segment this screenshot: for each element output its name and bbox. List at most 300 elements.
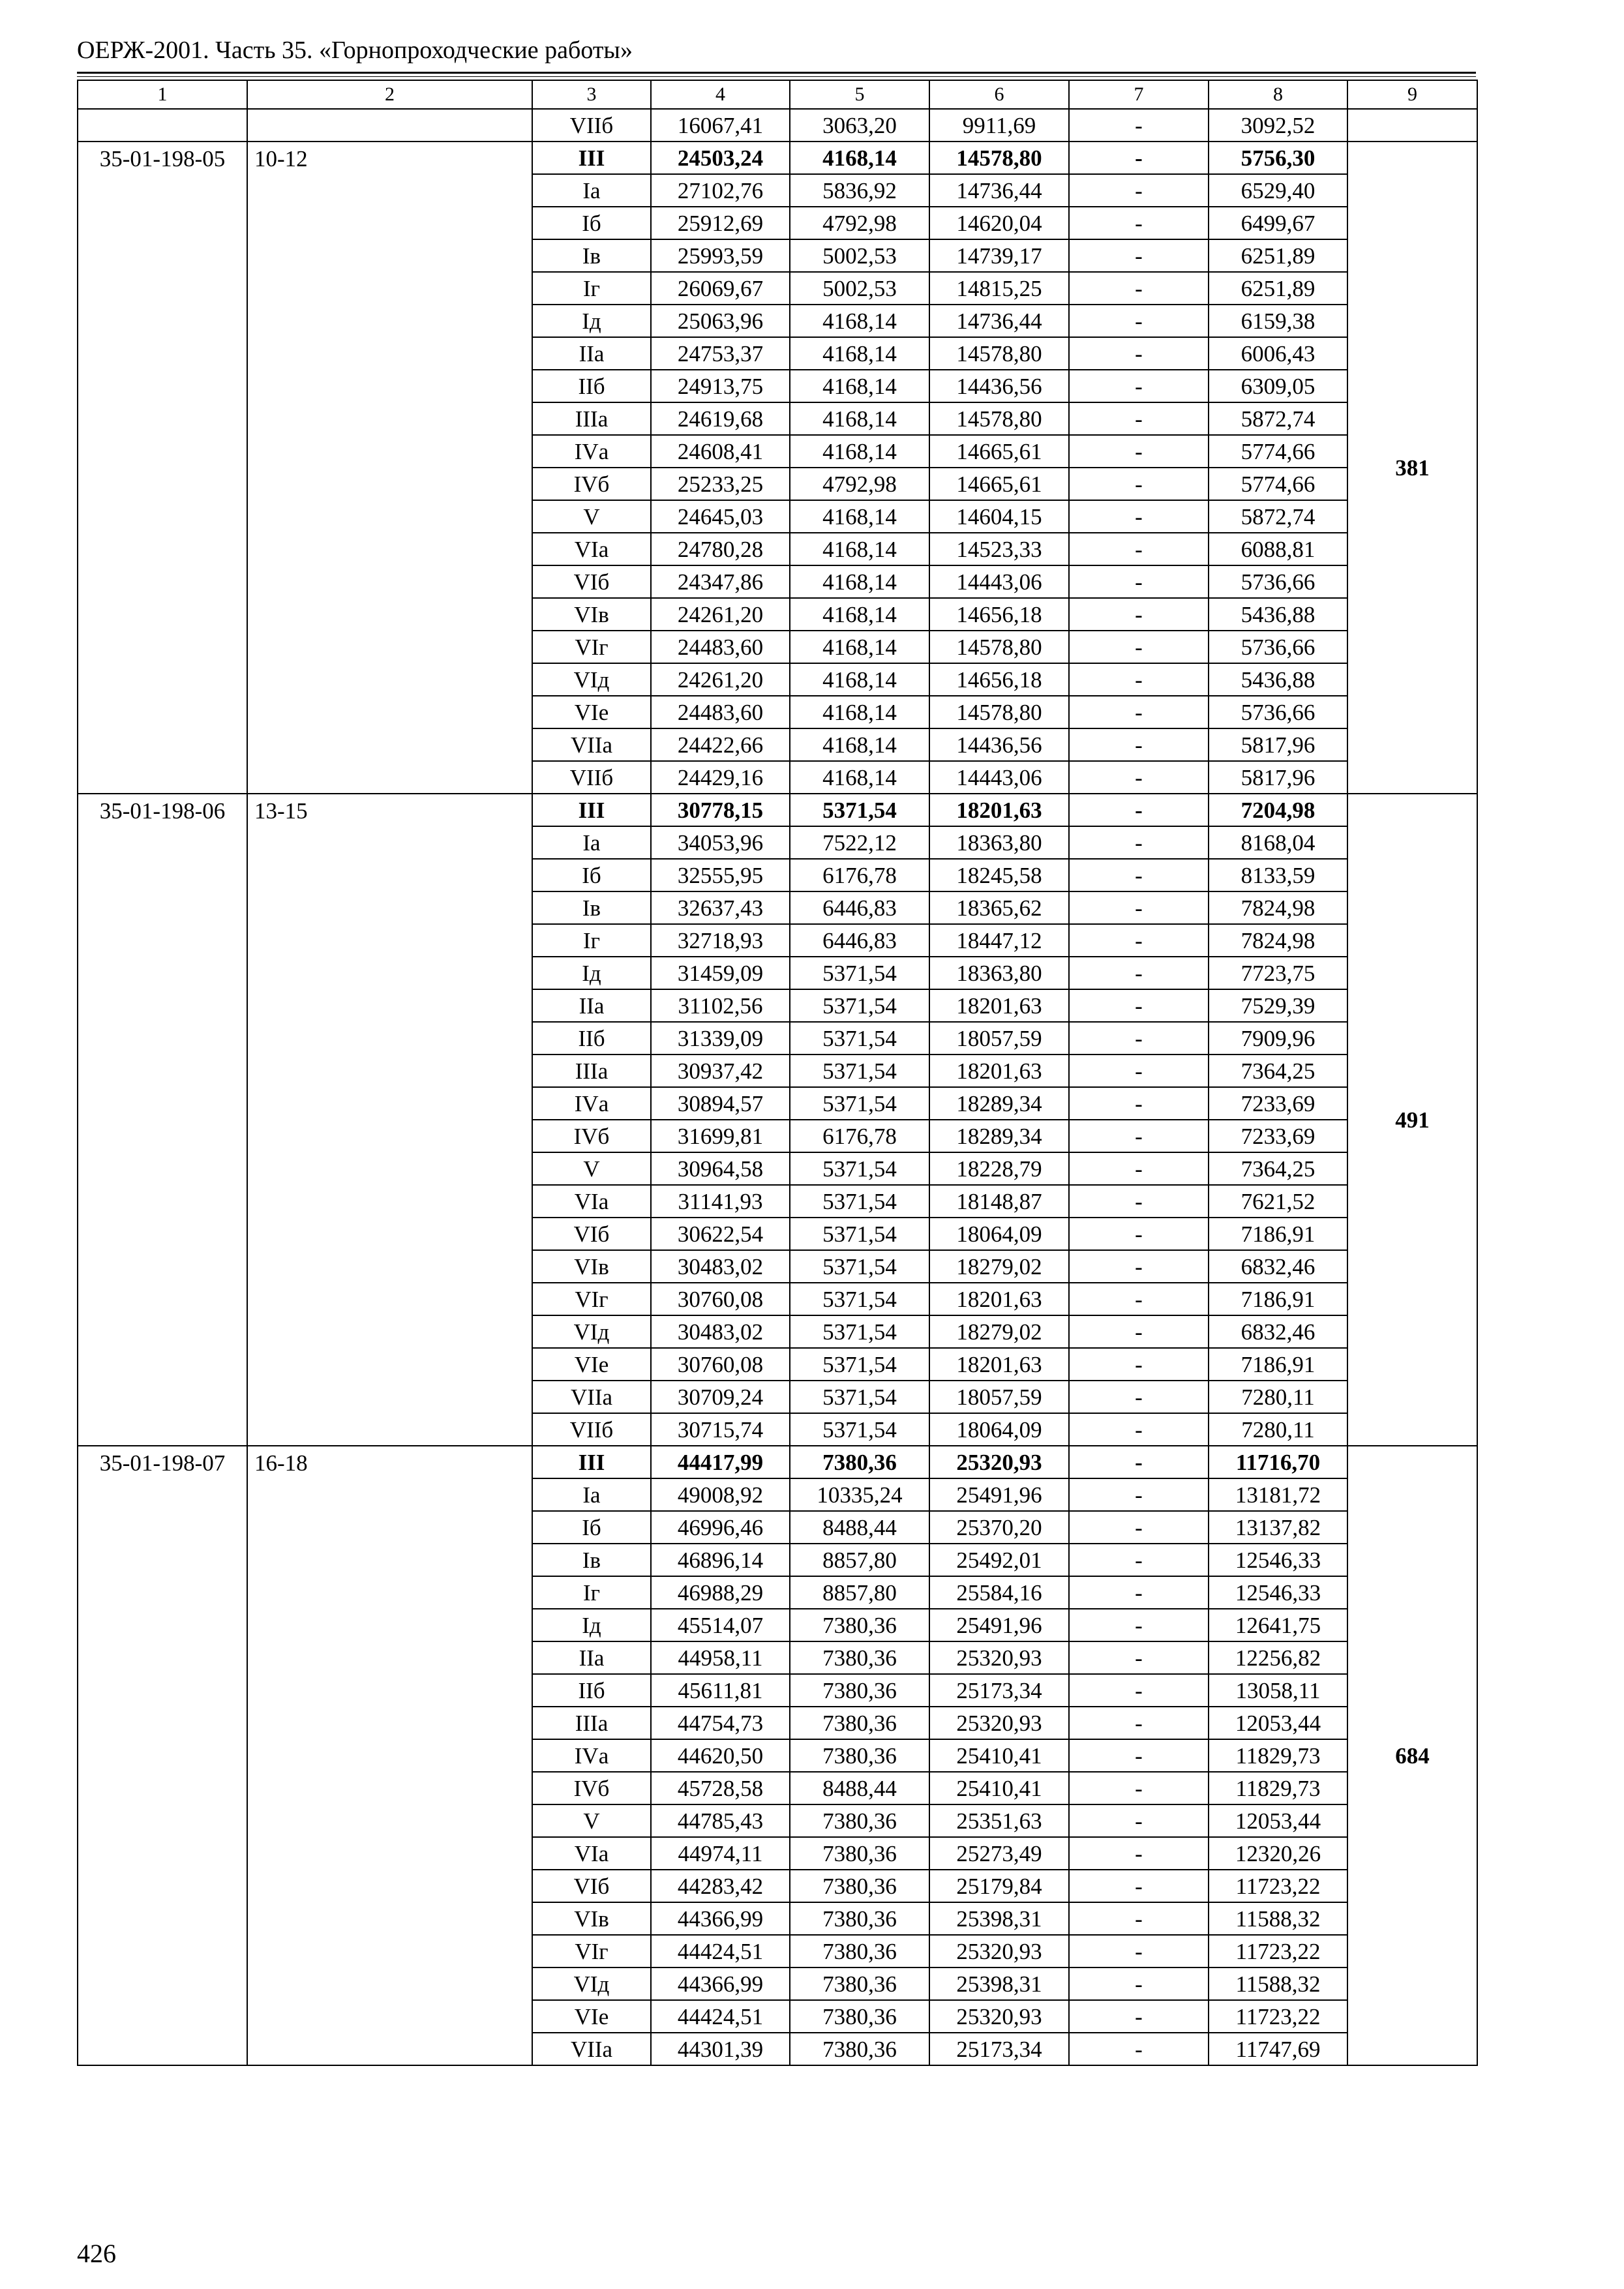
value-cell: 5736,66: [1209, 696, 1347, 728]
value-cell: 18148,87: [929, 1185, 1069, 1218]
value-cell: -: [1069, 1609, 1209, 1641]
value-cell: 25320,93: [929, 1446, 1069, 1478]
value-cell: -: [1069, 1544, 1209, 1576]
zone-cell: IIа: [532, 989, 651, 1022]
value-cell: 25370,20: [929, 1511, 1069, 1544]
rate-code: 35-01-198-05: [78, 142, 247, 794]
value-cell: 13058,11: [1209, 1674, 1347, 1707]
value-cell: 5371,54: [790, 1055, 929, 1087]
rate-range: 10-12: [247, 142, 532, 794]
value-cell: 44366,99: [651, 1967, 790, 2000]
zone-cell: VIIа: [532, 2033, 651, 2065]
value-cell: -: [1069, 1837, 1209, 1870]
zone-cell: V: [532, 500, 651, 533]
value-cell: 12320,26: [1209, 1837, 1347, 1870]
value-cell: -: [1069, 761, 1209, 794]
value-cell: 30760,08: [651, 1348, 790, 1381]
zone-cell: Iв: [532, 1544, 651, 1576]
value-cell: -: [1069, 2000, 1209, 2033]
column-header: 3: [532, 80, 651, 109]
value-cell: 12053,44: [1209, 1804, 1347, 1837]
value-cell: 6832,46: [1209, 1315, 1347, 1348]
value-cell: -: [1069, 891, 1209, 924]
zone-cell: VIв: [532, 598, 651, 631]
zone-cell: Iд: [532, 957, 651, 989]
value-cell: 6446,83: [790, 891, 929, 924]
value-cell: 24780,28: [651, 533, 790, 565]
value-cell: 5756,30: [1209, 142, 1347, 174]
value-cell: -: [1069, 1087, 1209, 1120]
value-cell: 14443,06: [929, 565, 1069, 598]
zone-cell: VIа: [532, 1837, 651, 1870]
value-cell: -: [1069, 1120, 1209, 1152]
value-cell: 18201,63: [929, 989, 1069, 1022]
value-cell: 30709,24: [651, 1381, 790, 1413]
value-cell: 25173,34: [929, 1674, 1069, 1707]
value-cell: 30937,42: [651, 1055, 790, 1087]
value-cell: 12053,44: [1209, 1707, 1347, 1739]
value-cell: 6529,40: [1209, 174, 1347, 207]
zone-cell: VIе: [532, 2000, 651, 2033]
value-cell: -: [1069, 239, 1209, 272]
zone-cell: VIе: [532, 1348, 651, 1381]
value-cell: 30964,58: [651, 1152, 790, 1185]
value-cell: 7380,36: [790, 1967, 929, 2000]
value-cell: 7380,36: [790, 1707, 929, 1739]
value-cell: 45611,81: [651, 1674, 790, 1707]
column-header: 9: [1347, 80, 1477, 109]
value-cell: 14736,44: [929, 305, 1069, 337]
zone-cell: VIг: [532, 1935, 651, 1967]
value-cell: 14739,17: [929, 239, 1069, 272]
value-cell: 5872,74: [1209, 402, 1347, 435]
value-cell: 7380,36: [790, 1609, 929, 1641]
header-rule-thick: [77, 72, 1476, 74]
value-cell: 7364,25: [1209, 1152, 1347, 1185]
value-cell: 32637,43: [651, 891, 790, 924]
value-cell: 14436,56: [929, 370, 1069, 402]
value-cell: 14656,18: [929, 663, 1069, 696]
value-cell: 27102,76: [651, 174, 790, 207]
zone-cell: IIа: [532, 337, 651, 370]
value-cell: 18289,34: [929, 1120, 1069, 1152]
value-cell: 18245,58: [929, 859, 1069, 891]
value-cell: 4168,14: [790, 533, 929, 565]
value-cell: 45514,07: [651, 1609, 790, 1641]
column-header: 2: [247, 80, 532, 109]
value-cell: 6159,38: [1209, 305, 1347, 337]
value-cell: 18064,09: [929, 1413, 1069, 1446]
value-cell: 11723,22: [1209, 2000, 1347, 2033]
value-cell: 4168,14: [790, 598, 929, 631]
value-cell: 11829,73: [1209, 1772, 1347, 1804]
value-cell: -: [1069, 1381, 1209, 1413]
value-cell: 13181,72: [1209, 1478, 1347, 1511]
value-cell: -: [1069, 1772, 1209, 1804]
value-cell: 14604,15: [929, 500, 1069, 533]
value-cell: 5002,53: [790, 239, 929, 272]
value-cell: 11716,70: [1209, 1446, 1347, 1478]
value-cell: 4168,14: [790, 500, 929, 533]
header-rule-thin: [77, 76, 1476, 77]
zone-cell: VIIб: [532, 1413, 651, 1446]
value-cell: 44785,43: [651, 1804, 790, 1837]
value-cell: 46896,14: [651, 1544, 790, 1576]
value-cell: 14578,80: [929, 696, 1069, 728]
value-cell: 4792,98: [790, 207, 929, 239]
value-cell: -: [1069, 957, 1209, 989]
value-cell: 4168,14: [790, 337, 929, 370]
value-cell: 14578,80: [929, 337, 1069, 370]
page-number: 426: [77, 2239, 116, 2268]
value-cell: 30483,02: [651, 1315, 790, 1348]
value-cell: 18363,80: [929, 957, 1069, 989]
value-cell: 18201,63: [929, 1055, 1069, 1087]
value-cell: 44754,73: [651, 1707, 790, 1739]
zone-cell: Iг: [532, 272, 651, 305]
value-cell: 7380,36: [790, 1837, 929, 1870]
value-cell: -: [1069, 924, 1209, 957]
value-cell: 24347,86: [651, 565, 790, 598]
zone-cell: Iд: [532, 305, 651, 337]
zone-cell: VIг: [532, 631, 651, 663]
value-cell: -: [1069, 1511, 1209, 1544]
value-cell: 7380,36: [790, 1902, 929, 1935]
value-cell: 6088,81: [1209, 533, 1347, 565]
value-cell: -: [1069, 728, 1209, 761]
value-cell: -: [1069, 142, 1209, 174]
zone-cell: IIб: [532, 1674, 651, 1707]
value-cell: -: [1069, 631, 1209, 663]
value-cell: 9911,69: [929, 109, 1069, 142]
rate-code: 35-01-198-06: [78, 794, 247, 1446]
value-cell: -: [1069, 1185, 1209, 1218]
value-cell: 25491,96: [929, 1609, 1069, 1641]
value-cell: 30894,57: [651, 1087, 790, 1120]
value-cell: -: [1069, 1935, 1209, 1967]
value-cell: -: [1069, 305, 1209, 337]
value-cell: 18057,59: [929, 1381, 1069, 1413]
value-cell: 4168,14: [790, 142, 929, 174]
value-cell: 7186,91: [1209, 1283, 1347, 1315]
value-cell: 6251,89: [1209, 272, 1347, 305]
value-cell: 7380,36: [790, 2000, 929, 2033]
zone-cell: IVа: [532, 1739, 651, 1772]
value-cell: 18057,59: [929, 1022, 1069, 1055]
value-cell: 5371,54: [790, 1348, 929, 1381]
value-cell: 24913,75: [651, 370, 790, 402]
value-cell: 25410,41: [929, 1739, 1069, 1772]
value-cell: 34053,96: [651, 826, 790, 859]
value-cell: 5002,53: [790, 272, 929, 305]
value-cell: 18201,63: [929, 1348, 1069, 1381]
value-cell: -: [1069, 337, 1209, 370]
value-cell: 49008,92: [651, 1478, 790, 1511]
value-cell: 18279,02: [929, 1250, 1069, 1283]
zone-cell: IVа: [532, 1087, 651, 1120]
zone-cell: IVб: [532, 1772, 651, 1804]
zone-cell: VIг: [532, 1283, 651, 1315]
value-cell: -: [1069, 663, 1209, 696]
value-cell: 30483,02: [651, 1250, 790, 1283]
value-cell: 10335,24: [790, 1478, 929, 1511]
value-cell: 7529,39: [1209, 989, 1347, 1022]
value-cell: 13137,82: [1209, 1511, 1347, 1544]
value-cell: 7380,36: [790, 1674, 929, 1707]
value-cell: 14578,80: [929, 142, 1069, 174]
value-cell: 25410,41: [929, 1772, 1069, 1804]
value-cell: 4168,14: [790, 402, 929, 435]
value-cell: 44417,99: [651, 1446, 790, 1478]
value-cell: 5736,66: [1209, 565, 1347, 598]
value-cell: -: [1069, 1446, 1209, 1478]
value-cell: 25063,96: [651, 305, 790, 337]
value-cell: 12256,82: [1209, 1641, 1347, 1674]
zone-cell: Iг: [532, 1576, 651, 1609]
value-cell: 7380,36: [790, 1641, 929, 1674]
value-cell: 6832,46: [1209, 1250, 1347, 1283]
value-cell: 44366,99: [651, 1902, 790, 1935]
value-cell: 44974,11: [651, 1837, 790, 1870]
zone-cell: III: [532, 1446, 651, 1478]
value-cell: 7380,36: [790, 1804, 929, 1837]
value-cell: 24753,37: [651, 337, 790, 370]
value-cell: -: [1069, 565, 1209, 598]
value-cell: 11588,32: [1209, 1902, 1347, 1935]
value-cell: -: [1069, 174, 1209, 207]
value-cell: -: [1069, 468, 1209, 500]
value-cell: 25491,96: [929, 1478, 1069, 1511]
value-cell: 24261,20: [651, 598, 790, 631]
value-cell: -: [1069, 370, 1209, 402]
value-cell: 14578,80: [929, 631, 1069, 663]
zone-cell: IIб: [532, 1022, 651, 1055]
value-cell: 7621,52: [1209, 1185, 1347, 1218]
zone-cell: V: [532, 1152, 651, 1185]
value-cell: 7204,98: [1209, 794, 1347, 826]
value-cell: -: [1069, 1902, 1209, 1935]
value-cell: 16067,41: [651, 109, 790, 142]
value-cell: 4168,14: [790, 761, 929, 794]
value-cell: 5371,54: [790, 1283, 929, 1315]
value-cell: 14620,04: [929, 207, 1069, 239]
zone-cell: Iб: [532, 859, 651, 891]
zone-cell: VIIа: [532, 1381, 651, 1413]
column-header: 8: [1209, 80, 1347, 109]
zone-cell: VIд: [532, 663, 651, 696]
value-cell: -: [1069, 272, 1209, 305]
value-cell: 31459,09: [651, 957, 790, 989]
value-cell: 4792,98: [790, 468, 929, 500]
value-cell: 14815,25: [929, 272, 1069, 305]
column-header: 5: [790, 80, 929, 109]
group-total: 684: [1347, 1446, 1477, 2065]
value-cell: 18447,12: [929, 924, 1069, 957]
zone-cell: VIв: [532, 1902, 651, 1935]
value-cell: -: [1069, 1641, 1209, 1674]
value-cell: 8168,04: [1209, 826, 1347, 859]
value-cell: 5436,88: [1209, 598, 1347, 631]
value-cell: 7233,69: [1209, 1120, 1347, 1152]
zone-cell: IIIа: [532, 402, 651, 435]
value-cell: 25320,93: [929, 1641, 1069, 1674]
zone-cell: Iа: [532, 826, 651, 859]
value-cell: 8488,44: [790, 1511, 929, 1544]
value-cell: 25173,34: [929, 2033, 1069, 2065]
zone-cell: VIIб: [532, 109, 651, 142]
zone-cell: Iд: [532, 1609, 651, 1641]
value-cell: 7909,96: [1209, 1022, 1347, 1055]
value-cell: 32718,93: [651, 924, 790, 957]
value-cell: 31699,81: [651, 1120, 790, 1152]
column-header-row: [78, 80, 1477, 109]
value-cell: -: [1069, 989, 1209, 1022]
value-cell: 25912,69: [651, 207, 790, 239]
value-cell: 25492,01: [929, 1544, 1069, 1576]
value-cell: 4168,14: [790, 728, 929, 761]
value-cell: 14523,33: [929, 533, 1069, 565]
value-cell: 7280,11: [1209, 1381, 1347, 1413]
zone-cell: IIIа: [532, 1055, 651, 1087]
value-cell: 5371,54: [790, 1315, 929, 1348]
value-cell: -: [1069, 1218, 1209, 1250]
zone-cell: VIб: [532, 1218, 651, 1250]
value-cell: 4168,14: [790, 696, 929, 728]
value-cell: 44424,51: [651, 2000, 790, 2033]
value-cell: -: [1069, 1250, 1209, 1283]
value-cell: -: [1069, 109, 1209, 142]
value-cell: 7233,69: [1209, 1087, 1347, 1120]
value-cell: 31141,93: [651, 1185, 790, 1218]
value-cell: 7364,25: [1209, 1055, 1347, 1087]
value-cell: 14578,80: [929, 402, 1069, 435]
value-cell: 30715,74: [651, 1413, 790, 1446]
continuation-row: [78, 109, 1477, 142]
value-cell: 46996,46: [651, 1511, 790, 1544]
zone-cell: Iв: [532, 239, 651, 272]
group-total-row: [78, 142, 1477, 174]
value-cell: 18279,02: [929, 1315, 1069, 1348]
value-cell: 18201,63: [929, 794, 1069, 826]
value-cell: -: [1069, 1576, 1209, 1609]
value-cell: 25320,93: [929, 1935, 1069, 1967]
value-cell: 5836,92: [790, 174, 929, 207]
zone-cell: IVб: [532, 468, 651, 500]
value-cell: -: [1069, 1739, 1209, 1772]
zone-cell: VIа: [532, 533, 651, 565]
value-cell: 11829,73: [1209, 1739, 1347, 1772]
value-cell: 4168,14: [790, 565, 929, 598]
value-cell: 18365,62: [929, 891, 1069, 924]
value-cell: 3063,20: [790, 109, 929, 142]
value-cell: -: [1069, 1707, 1209, 1739]
value-cell: -: [1069, 533, 1209, 565]
value-cell: 5436,88: [1209, 663, 1347, 696]
value-cell: 5736,66: [1209, 631, 1347, 663]
value-cell: 8857,80: [790, 1544, 929, 1576]
value-cell: 6499,67: [1209, 207, 1347, 239]
value-cell: 14656,18: [929, 598, 1069, 631]
value-cell: -: [1069, 1870, 1209, 1902]
rate-range: 16-18: [247, 1446, 532, 2065]
value-cell: 45728,58: [651, 1772, 790, 1804]
value-cell: 24422,66: [651, 728, 790, 761]
value-cell: -: [1069, 500, 1209, 533]
value-cell: -: [1069, 598, 1209, 631]
zone-cell: III: [532, 794, 651, 826]
group-total-row: [78, 794, 1477, 826]
value-cell: 24483,60: [651, 696, 790, 728]
value-cell: 11588,32: [1209, 1967, 1347, 2000]
column-header: 6: [929, 80, 1069, 109]
zone-cell: Iа: [532, 1478, 651, 1511]
zone-cell: VIб: [532, 1870, 651, 1902]
value-cell: 25320,93: [929, 2000, 1069, 2033]
value-cell: 4168,14: [790, 305, 929, 337]
zone-cell: VIIа: [532, 728, 651, 761]
value-cell: 5774,66: [1209, 468, 1347, 500]
value-cell: 18201,63: [929, 1283, 1069, 1315]
value-cell: 5817,96: [1209, 761, 1347, 794]
value-cell: -: [1069, 696, 1209, 728]
value-cell: 25179,84: [929, 1870, 1069, 1902]
value-cell: 24645,03: [651, 500, 790, 533]
rate-code: 35-01-198-07: [78, 1446, 247, 2065]
zone-cell: VIд: [532, 1967, 651, 2000]
value-cell: 5371,54: [790, 1185, 929, 1218]
value-cell: 6309,05: [1209, 370, 1347, 402]
value-cell: 44620,50: [651, 1739, 790, 1772]
value-cell: 4168,14: [790, 370, 929, 402]
value-cell: 30622,54: [651, 1218, 790, 1250]
value-cell: -: [1069, 1674, 1209, 1707]
value-cell: -: [1069, 1315, 1209, 1348]
zone-cell: VIб: [532, 565, 651, 598]
value-cell: 25320,93: [929, 1707, 1069, 1739]
value-cell: 25273,49: [929, 1837, 1069, 1870]
page-header: ОЕРЖ-2001. Часть 35. «Горнопроходческие работы»: [77, 37, 633, 64]
value-cell: 7280,11: [1209, 1413, 1347, 1446]
value-cell: 25233,25: [651, 468, 790, 500]
value-cell: 7723,75: [1209, 957, 1347, 989]
value-cell: 25351,63: [929, 1804, 1069, 1837]
value-cell: 11747,69: [1209, 2033, 1347, 2065]
value-cell: 7380,36: [790, 1739, 929, 1772]
column-header: 1: [78, 80, 247, 109]
value-cell: 31339,09: [651, 1022, 790, 1055]
value-cell: -: [1069, 2033, 1209, 2065]
zone-cell: IIа: [532, 1641, 651, 1674]
zone-cell: Iб: [532, 207, 651, 239]
value-cell: 18363,80: [929, 826, 1069, 859]
value-cell: 46988,29: [651, 1576, 790, 1609]
value-cell: 11723,22: [1209, 1870, 1347, 1902]
value-cell: 24483,60: [651, 631, 790, 663]
value-cell: 32555,95: [651, 859, 790, 891]
column-header: 4: [651, 80, 790, 109]
value-cell: 5371,54: [790, 1022, 929, 1055]
value-cell: 7186,91: [1209, 1218, 1347, 1250]
value-cell: -: [1069, 1804, 1209, 1837]
value-cell: 18289,34: [929, 1087, 1069, 1120]
value-cell: 7824,98: [1209, 924, 1347, 957]
value-cell: 5371,54: [790, 1218, 929, 1250]
value-cell: 44283,42: [651, 1870, 790, 1902]
value-cell: 5371,54: [790, 957, 929, 989]
value-cell: 6446,83: [790, 924, 929, 957]
value-cell: 5774,66: [1209, 435, 1347, 468]
value-cell: 7824,98: [1209, 891, 1347, 924]
